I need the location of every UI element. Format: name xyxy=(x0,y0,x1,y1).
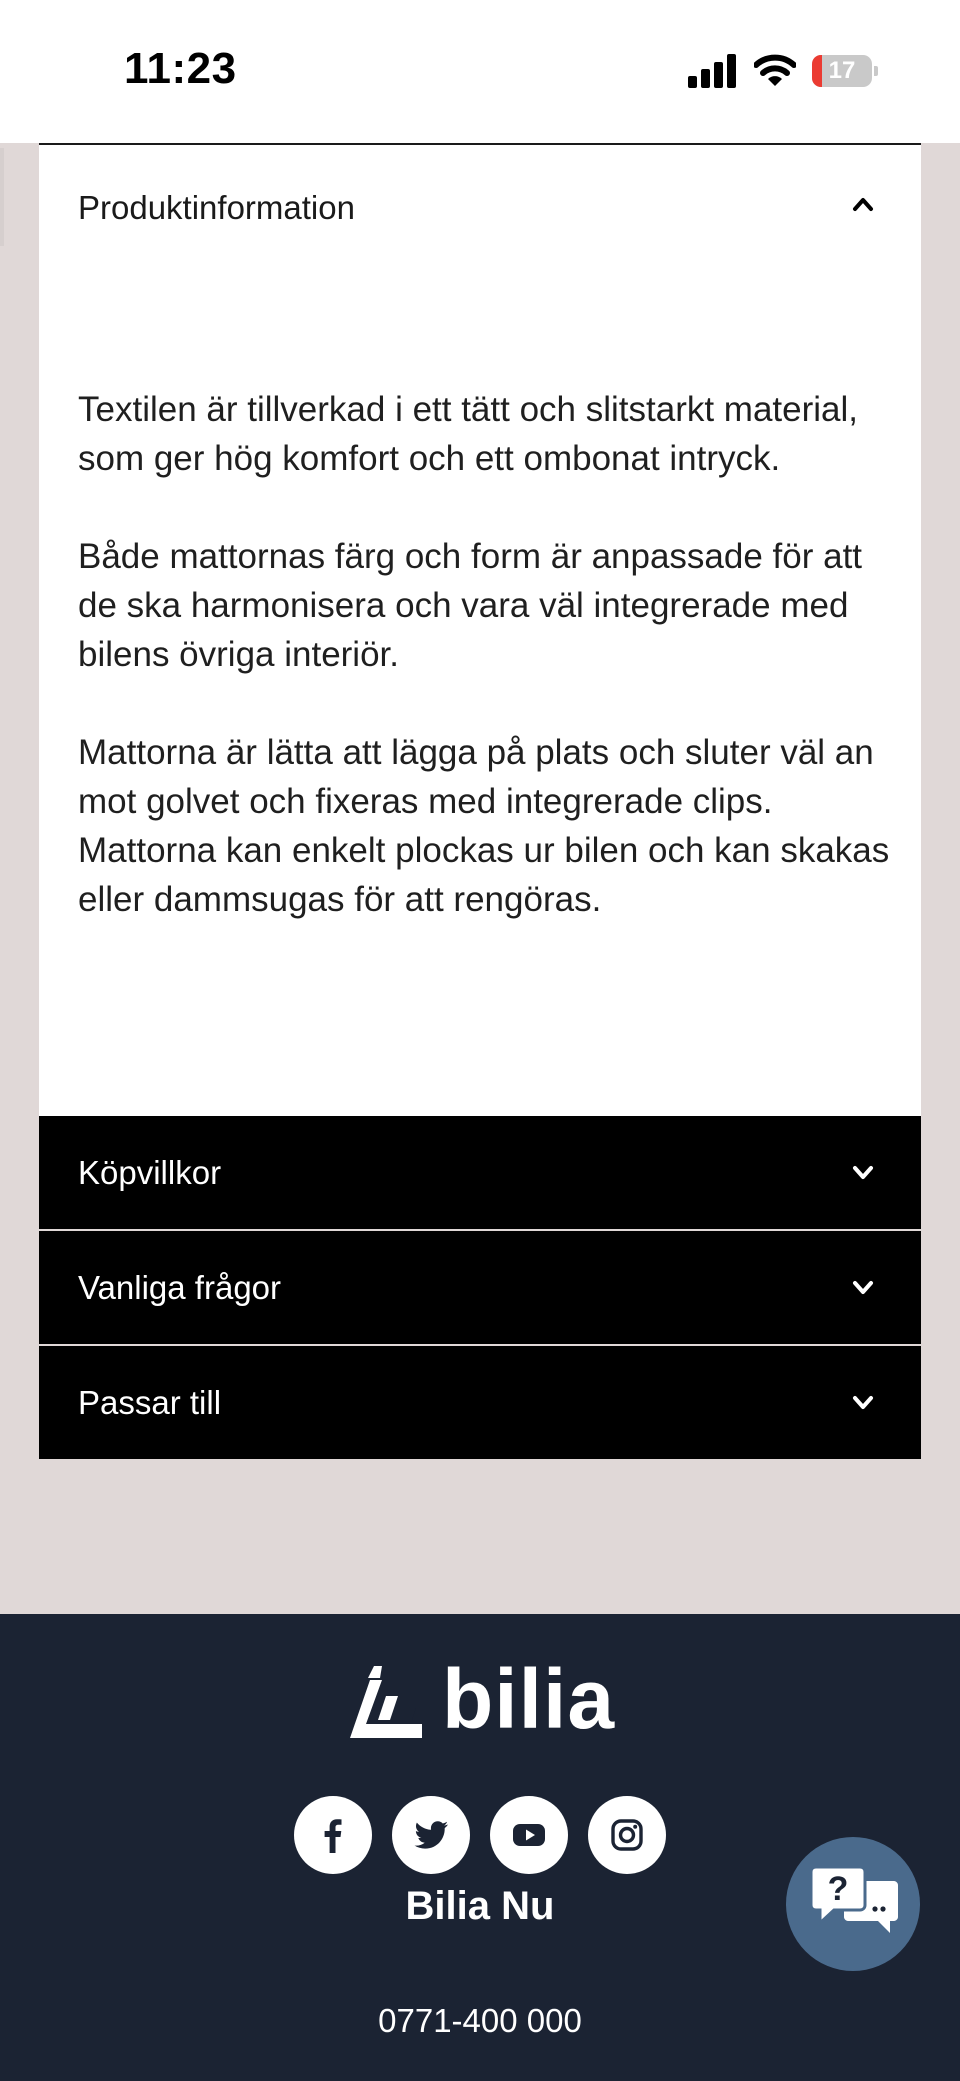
battery-level: 17 xyxy=(828,57,856,84)
chevron-down-icon xyxy=(846,1385,880,1419)
chevron-down-icon xyxy=(846,1270,880,1304)
youtube-button[interactable] xyxy=(490,1796,568,1874)
twitter-icon xyxy=(411,1815,451,1855)
chevron-down-icon xyxy=(846,1155,880,1189)
bilia-logo[interactable] xyxy=(346,1654,616,1744)
product-info-paragraph: Både mattornas färg och form är anpassade för att de ska harmonisera och vara väl integrerade med bilens övriga interiör. xyxy=(78,537,863,674)
bilia-logo-mark-icon xyxy=(346,1662,426,1742)
product-info-paragraph: Mattorna är lätta att lägga på plats och sluter väl an mot golvet och fixeras med integrerade clips. Mattorna kan enkelt plockas ur bilen och kan skakas eller dammsugas för att rengöras. xyxy=(78,733,890,919)
instagram-button[interactable] xyxy=(588,1796,666,1874)
accordion-label: Köpvillkor xyxy=(78,1154,222,1191)
accordion-label: Passar till xyxy=(78,1384,222,1421)
footer-phone-link[interactable]: 0771-400 000 xyxy=(378,2002,582,2039)
youtube-icon xyxy=(509,1815,549,1855)
carousel-peek xyxy=(0,148,4,246)
instagram-icon xyxy=(607,1815,647,1855)
battery-icon xyxy=(812,55,878,87)
signal-icon xyxy=(688,54,738,88)
accordion-kopvillkor[interactable] xyxy=(39,1116,921,1229)
status-time: 11:23 xyxy=(124,44,237,93)
product-info-title: Produktinformation xyxy=(78,189,355,226)
product-info-paragraph: Textilen är tillverkad i ett tätt och slitstarkt material, som ger hög komfort och ett ombonat intryck. xyxy=(78,390,858,478)
chevron-up-icon xyxy=(846,187,880,221)
product-info-panel xyxy=(39,143,921,1116)
facebook-icon xyxy=(313,1815,353,1855)
accordion-vanliga-fragor[interactable] xyxy=(39,1231,921,1344)
accordion-passar-till[interactable] xyxy=(39,1346,921,1459)
status-bar xyxy=(0,0,960,143)
chat-button[interactable] xyxy=(786,1837,920,1971)
svg-text:?: ? xyxy=(827,1870,849,1908)
chat-help-icon xyxy=(810,1865,900,1945)
twitter-button[interactable] xyxy=(392,1796,470,1874)
accordion-label: Vanliga frågor xyxy=(78,1269,282,1306)
bilia-logo-text: bilia xyxy=(442,1652,616,1746)
product-info-header[interactable] xyxy=(39,145,921,267)
facebook-button[interactable] xyxy=(294,1796,372,1874)
wifi-icon xyxy=(754,52,796,88)
footer-title: Bilia Nu xyxy=(405,1884,555,1928)
product-info-body xyxy=(78,385,898,973)
